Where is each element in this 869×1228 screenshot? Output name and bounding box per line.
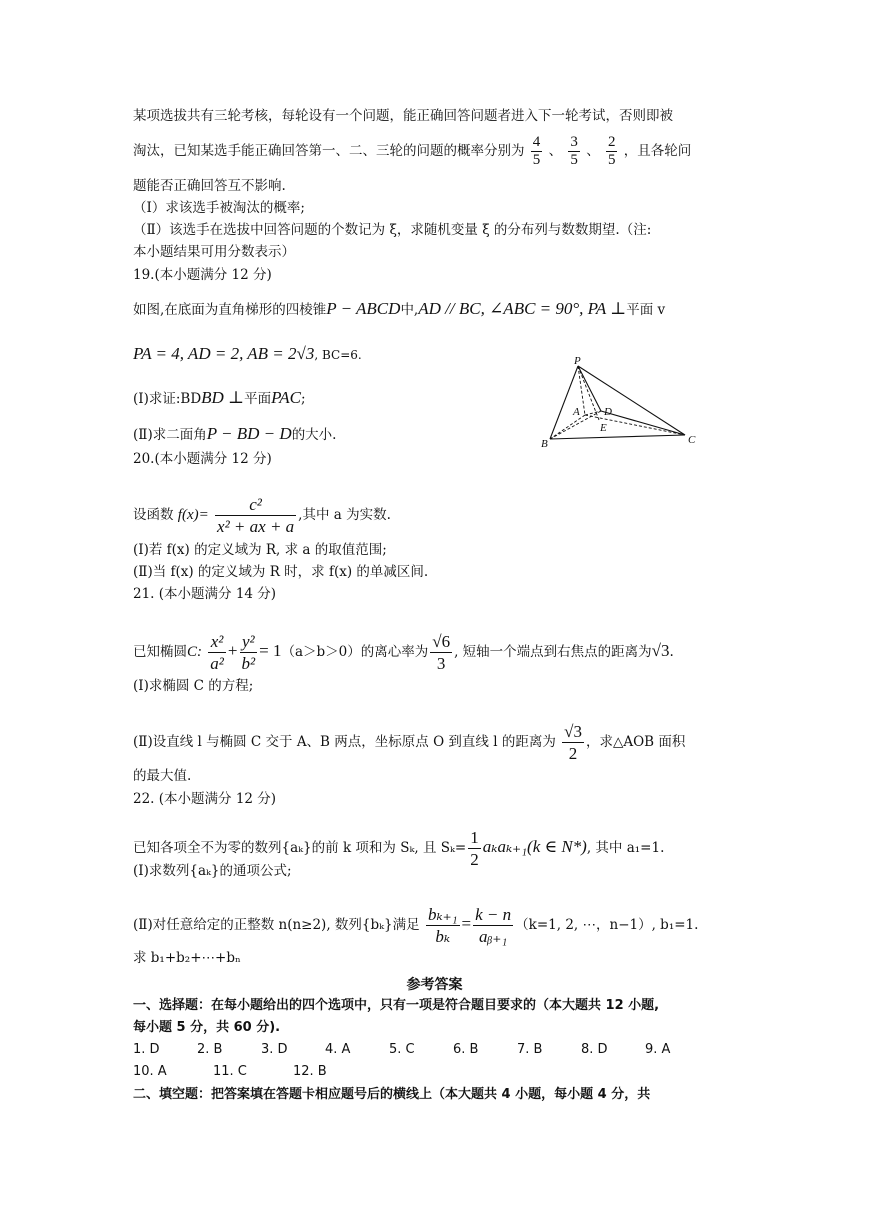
q21-part2-text: (Ⅱ)设直线 l 与椭圆 C 交于 A、B 两点，坐标原点 O 到直线 l 的距离为 — [133, 734, 556, 750]
plane-pac: PAC — [271, 388, 301, 407]
distance-value: √3 — [651, 641, 670, 660]
ellipse-term-y: $\frac{\text{y²}}{\text{b²}}$ — [241, 632, 256, 673]
q18-line2 — [133, 134, 691, 169]
answers-row-1 — [133, 1040, 701, 1060]
function-fraction: $\frac{\text{c²}}{\text{x² + ax + a}}$ — [217, 495, 295, 536]
q22-intro-tail: , 其中 a₁=1. — [586, 840, 665, 856]
ratio-fraction-b: $\frac{\text{bₖ₊₁}}{\text{bₖ}}$ — [427, 905, 458, 946]
section1-heading-cont: 每小题 5 分，共 60 分). — [133, 1020, 281, 1035]
q21-intro-text: 已知椭圆 — [133, 644, 187, 660]
q21-header: 21. (本小题满分 14 分) — [133, 586, 277, 602]
q20-def-text: 设函数 — [133, 507, 174, 523]
q19-conditions-math: AD // BC, ∠ABC = 90°, PA ⊥ — [418, 299, 627, 318]
label-p: P — [574, 355, 581, 367]
q19-intro — [133, 299, 665, 320]
q19-lengths-math: PA = 4, AD = 2, AB = 2√3 — [133, 344, 315, 363]
answer-item: 4. A — [325, 1042, 351, 1057]
q19-bc-length: , BC=6. — [314, 348, 362, 362]
answers-title: 参考答案 — [406, 977, 463, 993]
q18-line3: 题能否正确回答互不影响. — [133, 178, 286, 194]
q21-part2-tail: ，求△AOB 面积 — [585, 734, 686, 750]
q19-part1-plane: 平面 — [244, 391, 272, 407]
eccentricity-fraction: $\frac{√6}{3}$ — [432, 632, 451, 673]
q18-line1: 某项选拔共有三轮考核，每轮设有一个问题，能正确回答问题者进入下一轮考试，否则即被 — [133, 108, 673, 124]
plus-sign: + — [227, 641, 238, 660]
q21-part2-cont: 的最大值. — [133, 768, 192, 784]
q20-part1: (Ⅰ)若 f(x) 的定义域为 R, 求 a 的取值范围; — [133, 542, 387, 558]
answer-item: 3. D — [261, 1042, 288, 1057]
label-b: B — [541, 438, 548, 450]
q21-intro-tail: , 短轴一个端点到右焦点的距离为 — [454, 644, 652, 660]
answers-row-2 — [133, 1062, 357, 1082]
q22-part2 — [133, 904, 698, 947]
answer-item: 7. B — [517, 1042, 543, 1057]
distance-fraction: $\frac{√3}{2}$ — [564, 722, 582, 763]
edge-bc — [550, 435, 685, 439]
semicolon: ; — [301, 391, 306, 407]
q18-line2-tail: ，且各轮问 — [623, 143, 692, 159]
ellipse-term-x: $\frac{\text{x²}}{\text{a²}}$ — [210, 632, 224, 673]
q22-part2-tail: （k=1, 2, ⋯，n−1）, b₁=1. — [515, 917, 699, 933]
q22-part1: (Ⅰ)求数列{aₖ}的通项公式; — [133, 863, 292, 879]
q19-intro-text: 如图,在底面为直角梯形的四棱锥 — [133, 302, 327, 318]
q22-part3: 求 b₁+b₂+⋯+bₙ — [133, 950, 241, 966]
ellipse-name: C: — [187, 644, 202, 660]
q21-part1: (Ⅰ)求椭圆 C 的方程; — [133, 678, 254, 694]
probability-fraction-3: $\frac{2}{5}$ — [607, 134, 616, 168]
answer-item: 5. C — [389, 1042, 415, 1057]
period: . — [669, 644, 674, 660]
q19-part1-math: BD ⊥ — [201, 388, 245, 407]
q21-condition: （a＞b＞0）的离心率为 — [281, 644, 429, 660]
answer-item: 10. A — [133, 1064, 167, 1079]
q22-intro-text: 已知各项全不为零的数列{aₖ}的前 k 项和为 Sₖ, 且 Sₖ= — [133, 840, 467, 856]
answer-item: 11. C — [213, 1064, 247, 1079]
q20-definition — [133, 494, 391, 537]
probability-fraction-2: $\frac{3}{5}$ — [570, 134, 578, 168]
q19-intro-text2: 中, — [400, 302, 419, 318]
answer-item: 8. D — [581, 1042, 608, 1057]
separator: 、 — [586, 143, 600, 159]
section1-heading: 一、选择题：在每小题给出的四个选项中，只有一项是符合题目要求的（本大题共 12 小题, — [133, 998, 660, 1013]
ratio-fraction-kn: $\frac{k - n}{\text{aᵦ₊₁}}$ — [475, 905, 512, 946]
q18-part2: （Ⅱ）该选手在选拔中回答问题的个数记为 ξ，求随机变量 ξ 的分布列与数数期望.（注: — [133, 222, 652, 238]
dihedral-angle-math: P − BD − D — [206, 424, 292, 443]
edge-ad — [585, 411, 601, 415]
edge-ab — [550, 415, 585, 439]
q19-part1 — [133, 388, 306, 409]
pyramid-name: P − ABCD — [326, 299, 401, 318]
edge-dc — [601, 411, 685, 435]
q20-part2: (Ⅱ)当 f(x) 的定义域为 R 时，求 f(x) 的单减区间. — [133, 564, 429, 580]
ellipse-equals: = 1 — [259, 641, 282, 660]
label-a: A — [573, 406, 580, 418]
q19-part2-tail: 的大小. — [291, 427, 337, 443]
edge-pb — [550, 366, 578, 439]
label-c: C — [688, 434, 696, 446]
separator: 、 — [548, 143, 563, 159]
label-e: E — [600, 422, 607, 434]
answer-item: 6. B — [453, 1042, 479, 1057]
q18-line2-text: 淘汰，已知某选手能正确回答第一、二、三轮的问题的概率分别为 — [133, 143, 525, 159]
q20-def-tail: ,其中 a 为实数. — [298, 507, 391, 523]
sum-formula: aₖaₖ₊₁(k ∈ N*) — [482, 837, 587, 856]
label-d: D — [604, 406, 612, 418]
q19-part1-text: (Ⅰ)求证:BD — [133, 391, 202, 407]
q18-part2-cont: 本小题结果可用分数表示） — [133, 244, 295, 260]
q19-header: 19.(本小题满分 12 分) — [133, 267, 272, 283]
section2-heading: 二、填空题：把答案填在答题卡相应题号后的横线上（本大题共 4 小题，每小题 4 分，共 — [133, 1087, 651, 1102]
q22-header: 22. (本小题满分 12 分) — [133, 791, 277, 807]
q21-intro — [133, 631, 674, 674]
function-name: f(x)= — [177, 507, 209, 523]
q21-part2 — [133, 721, 685, 764]
answer-item: 2. B — [197, 1042, 223, 1057]
q22-part2-text: (Ⅱ)对任意给定的正整数 n(n≥2), 数列{bₖ}满足 — [133, 917, 420, 933]
q20-header: 20.(本小题满分 12 分) — [133, 451, 272, 467]
pyramid-figure — [533, 352, 698, 452]
ratio-equals: = — [461, 914, 472, 933]
answer-item: 9. A — [645, 1042, 671, 1057]
q19-conditions — [133, 344, 362, 365]
probability-fraction-1: $\frac{4}{5}$ — [532, 134, 541, 168]
q18-part1: （Ⅰ）求该选手被淘汰的概率; — [133, 200, 305, 216]
half-fraction: $\frac{1}{2}$ — [470, 828, 479, 869]
answer-item: 12. B — [293, 1064, 327, 1079]
q19-part2 — [133, 424, 336, 445]
answer-item: 1. D — [133, 1042, 160, 1057]
q19-part2-text: (Ⅱ)求二面角 — [133, 427, 207, 443]
q19-intro-text3: 平面 v — [626, 302, 666, 318]
